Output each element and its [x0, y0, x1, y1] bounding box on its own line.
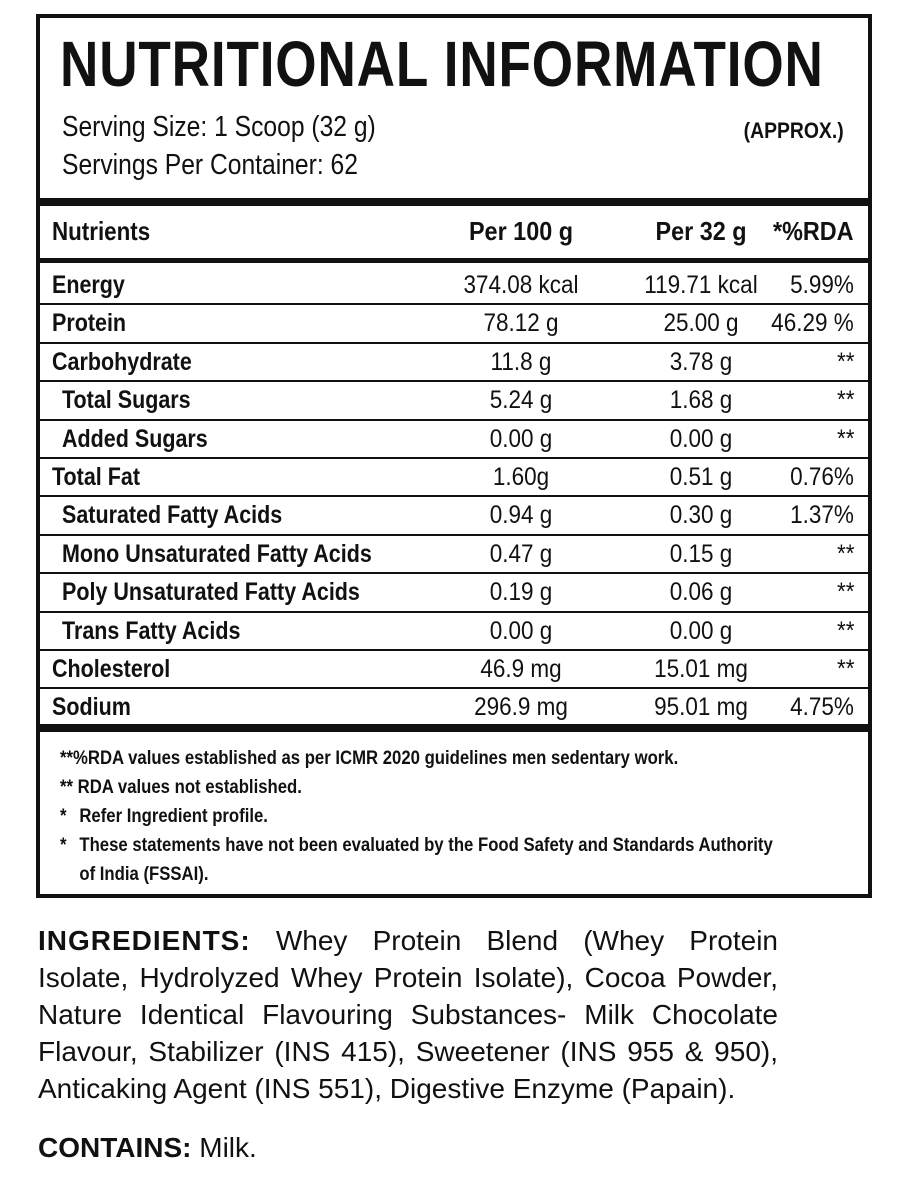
value-per-32g: 3.78 g — [669, 347, 733, 376]
nutrient-name: Sodium — [52, 693, 131, 722]
footnote-mark: * — [60, 806, 67, 827]
value-rda: ** — [836, 539, 854, 568]
header-per-100g: Per 100 g — [468, 216, 574, 246]
value-per-100g: 0.00 g — [489, 424, 553, 453]
contains-section — [38, 1132, 257, 1164]
table-row — [40, 343, 868, 381]
value-per-32g: 25.00 g — [663, 309, 739, 338]
value-rda: 46.29 % — [771, 309, 854, 338]
value-per-32g: 0.30 g — [669, 501, 733, 530]
header-divider — [40, 258, 868, 263]
footnote-fssai-continued: of India (FSSAI). — [79, 864, 209, 885]
table-row — [40, 688, 868, 726]
value-rda: 0.76% — [790, 463, 854, 491]
footnote-mark: * — [60, 835, 67, 856]
value-per-100g: 0.19 g — [489, 578, 553, 607]
value-per-100g: 296.9 mg — [474, 693, 568, 722]
ingredients-section — [38, 922, 778, 1107]
value-per-100g: 0.00 g — [489, 616, 553, 645]
value-per-100g: 0.94 g — [489, 501, 553, 530]
nutrient-name: Total Sugars — [62, 386, 191, 415]
panel-title: NUTRITIONAL INFORMATION — [60, 28, 824, 100]
value-rda: ** — [836, 424, 854, 453]
nutrient-name: Trans Fatty Acids — [62, 616, 241, 645]
table-row — [40, 573, 868, 611]
value-per-100g: 0.47 g — [489, 539, 553, 568]
value-rda: ** — [836, 655, 854, 683]
footnote-fssai — [60, 831, 773, 860]
value-rda: ** — [836, 616, 854, 645]
value-rda: ** — [836, 578, 854, 607]
nutrient-name: Saturated Fatty Acids — [62, 501, 283, 530]
nutrient-name: Cholesterol — [52, 655, 171, 683]
value-per-32g: 0.06 g — [669, 578, 733, 607]
footnote-rda-basis: **%RDA values established as per ICMR 2020 guidelines men sedentary work. — [60, 748, 679, 769]
ingredients-text: Whey Protein Blend (Whey Protein Isolate, Hydrolyzed Whey Protein Isolate), Cocoa Powder, Nature Identical Flavouring Substances- Milk Chocolate Flavour, Stabilizer (INS 415), Sweetener (INS 955 & 950), Anticaking Agent (INS 551), Digestive Enzyme (Papain). — [38, 925, 779, 1104]
value-rda: ** — [836, 347, 854, 376]
table-row — [40, 458, 868, 496]
table-row — [40, 304, 868, 342]
nutrient-name: Mono Unsaturated Fatty Acids — [62, 539, 372, 568]
nutrient-name: Carbohydrate — [52, 347, 192, 376]
servings-per-container: Servings Per Container: 62 — [62, 149, 358, 181]
nutrition-panel — [36, 14, 872, 898]
footnote-ingredient-profile — [60, 802, 764, 831]
value-per-100g: 5.24 g — [489, 386, 553, 415]
approx-note: (APPROX.) — [743, 118, 844, 143]
value-per-32g: 0.00 g — [669, 616, 733, 645]
table-row — [40, 612, 868, 650]
value-per-100g: 374.08 kcal — [463, 271, 579, 299]
ingredients-label: INGREDIENTS: — [38, 925, 251, 956]
table-row — [40, 496, 868, 534]
value-rda: ** — [836, 386, 854, 415]
value-per-100g: 78.12 g — [483, 309, 559, 338]
value-per-32g: 119.71 kcal — [644, 271, 758, 299]
table-header — [40, 212, 868, 250]
nutrient-name: Energy — [52, 271, 125, 299]
footnote-ingredient-profile-text: Refer Ingredient profile. — [79, 806, 268, 827]
nutrient-name: Protein — [52, 309, 127, 338]
header-per-32g: Per 32 g — [655, 216, 747, 246]
serving-size: Serving Size: 1 Scoop (32 g) — [62, 111, 376, 143]
table-row — [40, 535, 868, 573]
contains-label: CONTAINS: — [38, 1132, 192, 1163]
nutrient-name: Added Sugars — [62, 424, 208, 453]
value-per-100g: 11.8 g — [490, 347, 552, 376]
header-nutrients: Nutrients — [52, 216, 151, 246]
value-per-32g: 0.51 g — [669, 463, 733, 491]
footnote-rda-not-established: ** RDA values not established. — [60, 777, 302, 798]
table-row — [40, 381, 868, 419]
value-rda: 4.75% — [790, 693, 854, 722]
value-per-32g: 0.15 g — [669, 539, 733, 568]
table-row — [40, 650, 868, 688]
value-per-100g: 46.9 mg — [480, 655, 562, 683]
value-per-32g: 95.01 mg — [654, 693, 748, 722]
table-row — [40, 266, 868, 304]
nutrient-name: Poly Unsaturated Fatty Acids — [62, 578, 360, 607]
value-per-32g: 1.68 g — [669, 386, 733, 415]
value-per-32g: 15.01 mg — [654, 655, 748, 683]
value-rda: 5.99% — [790, 271, 854, 299]
section-divider — [40, 198, 868, 206]
table-row — [40, 420, 868, 458]
footnotes — [60, 744, 860, 889]
table-bottom-divider — [40, 724, 868, 732]
value-per-100g: 1.60g — [492, 463, 550, 491]
footnote-fssai-text: These statements have not been evaluated by the Food Safety and Standards Authority — [79, 835, 773, 856]
value-rda: 1.37% — [790, 501, 854, 530]
contains-text: Milk. — [199, 1132, 257, 1163]
header-rda: *%RDA — [773, 216, 854, 246]
nutrient-name: Total Fat — [52, 463, 140, 491]
value-per-32g: 0.00 g — [669, 424, 733, 453]
